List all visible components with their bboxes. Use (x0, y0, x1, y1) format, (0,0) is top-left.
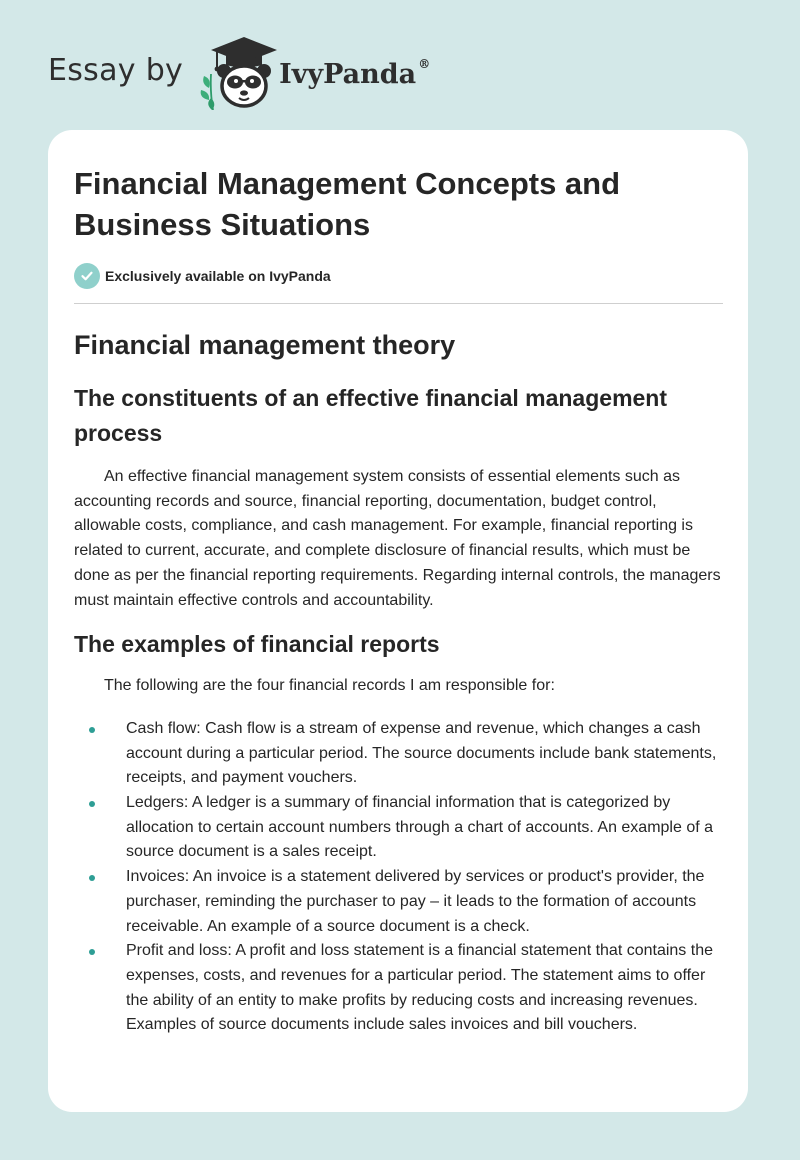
brand-name-text: IvyPanda (279, 58, 417, 90)
essay-by-label: Essay by (48, 52, 184, 88)
essay-card (48, 130, 748, 1112)
list-item-text: Ledgers: A ledger is a summary of financial information that is categorized by allocation to certain account numbers through a chart of accounts. An example of a source document is a sales receipt. (126, 794, 714, 861)
page-title: Financial Management Concepts and Business Situations (74, 166, 621, 242)
site-header (48, 34, 430, 110)
bullet-icon (89, 727, 95, 733)
list-item-cash-flow (74, 717, 724, 791)
financial-records-list (74, 717, 724, 1038)
registered-mark: ® (418, 56, 431, 71)
list-item-text: Profit and loss: A profit and loss statement is a financial statement that contains the expenses, costs, and revenues for a particular period. The statement aims to offer the ability of an entity to make profits by reducing costs and increasing revenues. Examples of source documents include sales invoices and bill vouchers. (126, 942, 713, 1034)
section-heading-theory: Financial management theory (74, 330, 456, 360)
bullet-icon (89, 875, 95, 881)
exclusive-badge (74, 263, 331, 289)
subheading-examples: The examples of financial reports (74, 631, 440, 658)
brand-name (279, 56, 431, 90)
list-item-ledgers (74, 791, 724, 865)
badge-label: Exclusively available on IvyPanda (105, 268, 331, 284)
list-item-text: Cash flow: Cash flow is a stream of expense and revenue, which changes a cash account during a particular period. The source documents include bank statements, receipts, and payment vouchers. (126, 719, 717, 787)
list-item-profit-and-loss (74, 939, 724, 1038)
panda-logo-icon[interactable] (195, 34, 281, 110)
bullet-icon (89, 801, 95, 807)
divider (74, 303, 723, 304)
list-item-text: Invoices: An invoice is a statement delivered by services or product's provider, the purchaser, reminding the purchaser to pay – it leads to the formation of accounts receivable. An example of a source document is a check. (126, 868, 705, 935)
bullet-icon (89, 949, 95, 955)
list-item-invoices (74, 865, 724, 939)
paragraph-intro: The following are the four financial records I am responsible for: (104, 677, 555, 695)
paragraph-constituents: An effective financial management system consists of essential elements such as accounting records and source, financial reporting, documentation, budget control, allowable costs, compliance, and cash management. For example, financial reporting is related to current, accurate, and complete disclosure of financial results, which must be done as per the financial reporting requirements. Regarding internal controls, the managers must maintain effective controls and accountability. (74, 468, 721, 609)
check-circle-icon (74, 263, 100, 289)
subheading-constituents: The constituents of an effective financial management process (74, 385, 668, 446)
essay-body (74, 320, 724, 1038)
